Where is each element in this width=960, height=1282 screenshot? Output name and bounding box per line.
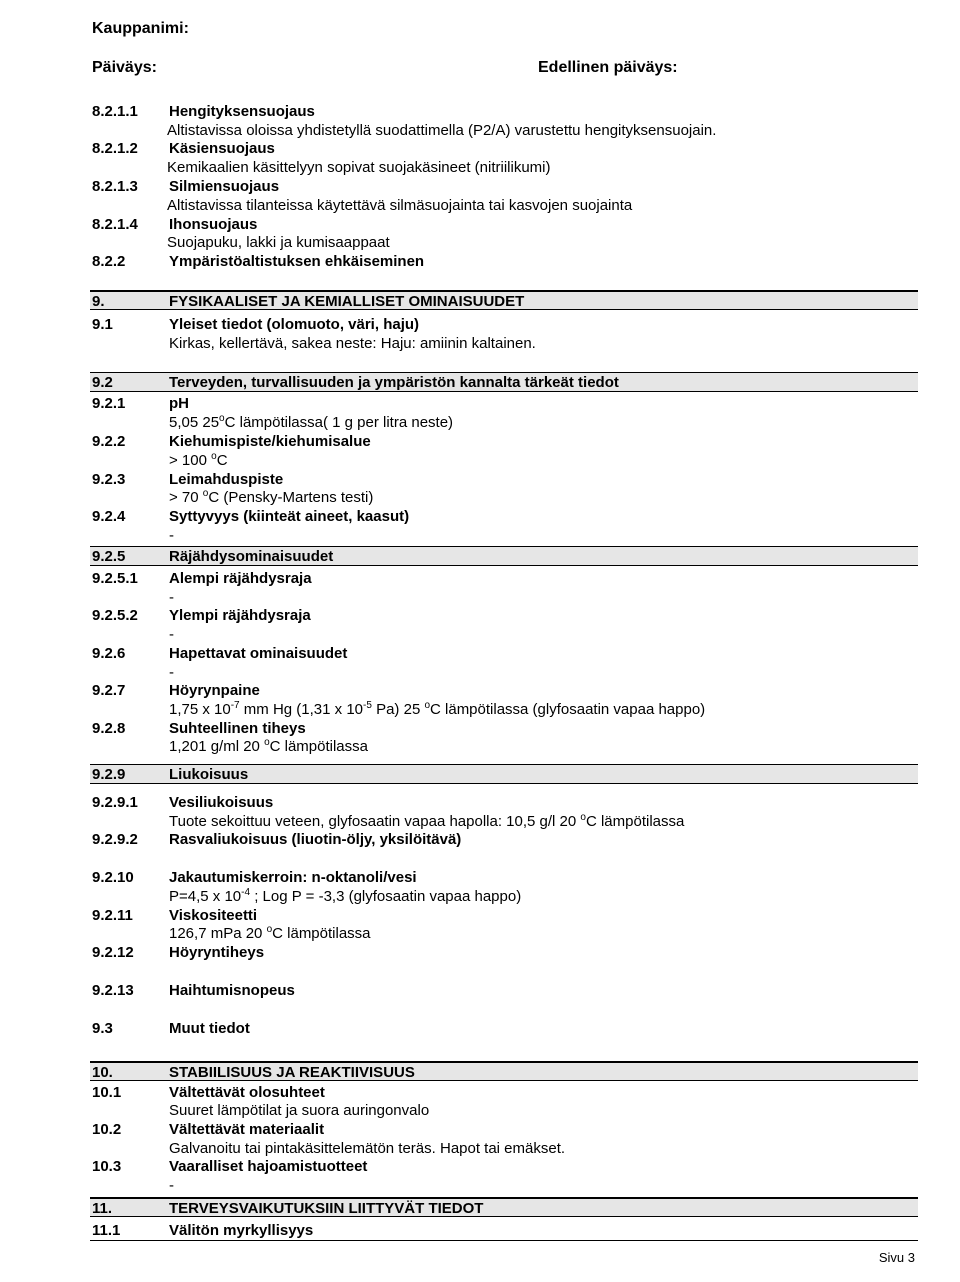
description-text: Kirkas, kellertävä, sakea neste: Haju: amiinin kaltainen. — [169, 335, 536, 352]
section-title: Kiehumispiste/kiehumisalue — [169, 433, 371, 450]
section-number: 8.2.1.3 — [92, 178, 138, 195]
section-9-2-11 — [92, 906, 920, 925]
section-10-heading — [92, 1063, 920, 1082]
section-title: Syttyvyys (kiinteät aineet, kaasut) — [169, 508, 410, 525]
section-9-3 — [92, 1019, 920, 1038]
section-9-2-5 — [92, 547, 920, 566]
section-number: 9.2.1 — [92, 395, 126, 412]
description-text: 1,75 x $10^{-7}$ mm Hg (1,31 x $10^{-5}$ Pa) 25 $^o$C lämpötilassa (glyfosaatin vapaa happo) — [169, 700, 706, 718]
description-text: - — [169, 589, 174, 606]
section-title: Ihonsuojaus — [169, 216, 258, 233]
description-text: Altistavissa oloissa yhdistetyllä suodattimella (P2/A) varustettu hengityksensuojain. — [167, 122, 717, 139]
section-number: 9.2.5.1 — [92, 570, 138, 587]
section-number: 9.2 — [92, 374, 113, 391]
section-description — [92, 1139, 920, 1158]
description-text: Kemikaalien käsittelyyn sopivat suojakäsineet (nitriilikumi) — [167, 159, 551, 176]
section-9-2-9-2 — [92, 830, 920, 849]
section-number: 8.2.1.1 — [92, 103, 138, 120]
description-text: Suojapuku, lakki ja kumisaappaat — [167, 234, 390, 251]
section-title: Jakautumiskerroin: n-oktanoli/vesi — [169, 869, 417, 886]
section-number: 9.1 — [92, 316, 113, 333]
section-title: Vesiliukoisuus — [169, 794, 274, 811]
section-number: 11.1 — [92, 1222, 121, 1239]
section-9-2-3 — [92, 470, 920, 489]
section-title: Räjähdysominaisuudet — [169, 548, 334, 565]
section-9-2-13 — [92, 981, 920, 1000]
section-description — [92, 588, 920, 607]
description-text: Galvanoitu tai pintakäsittelemätön teräs. Hapot tai emäkset. — [169, 1140, 566, 1157]
description-text: > 70 $^o$C (Pensky-Martens testi) — [169, 488, 374, 506]
section-10-3 — [92, 1157, 920, 1176]
section-number: 9.2.9.1 — [92, 794, 138, 811]
company-name-label: Kauppanimi: — [92, 20, 189, 37]
section-number: 9. — [92, 293, 105, 310]
section-number: 8.2.1.4 — [92, 216, 138, 233]
section-title: Höyryntiheys — [169, 944, 265, 961]
section-number: 10.3 — [92, 1158, 122, 1175]
section-title: Silmiensuojaus — [169, 178, 280, 195]
section-9-1 — [92, 315, 920, 334]
bottom-divider — [90, 1240, 918, 1241]
section-9-2-10 — [92, 868, 920, 887]
date-label: Päiväys: — [92, 59, 157, 76]
section-description — [92, 488, 920, 507]
section-description — [92, 1176, 920, 1195]
section-9-2-12 — [92, 943, 920, 962]
section-number: 8.2.1.2 — [92, 140, 138, 157]
section-9-2-9-1 — [92, 793, 920, 812]
section-title: Liukoisuus — [169, 766, 249, 783]
description-text: 5,05 25$^o$C lämpötilassa( 1 g per litra neste) — [169, 413, 454, 431]
section-title: Käsiensuojaus — [169, 140, 275, 157]
section-8-2-1-4 — [92, 215, 920, 234]
description-text: 1,201 g/ml 20 $^o$C lämpötilassa — [169, 737, 368, 755]
description-text: - — [169, 527, 174, 544]
section-title: Hengityksensuojaus — [169, 103, 315, 120]
section-8-2-1-1 — [92, 102, 920, 121]
section-title: Vaaralliset hajoamistuotteet — [169, 1158, 368, 1175]
section-description — [92, 233, 920, 252]
section-number: 9.2.9.2 — [92, 831, 138, 848]
section-number: 9.2.2 — [92, 433, 126, 450]
section-description — [92, 737, 920, 756]
section-title: Höyrynpaine — [169, 682, 260, 699]
section-number: 9.2.6 — [92, 645, 126, 662]
section-title: Yleiset tiedot (olomuoto, väri, haju) — [169, 316, 420, 333]
section-number: 10.1 — [92, 1084, 122, 1101]
section-title: Alempi räjähdysraja — [169, 570, 312, 587]
section-description — [92, 334, 920, 353]
section-10-1 — [92, 1083, 920, 1102]
section-number: 9.3 — [92, 1020, 113, 1037]
section-description — [92, 812, 920, 831]
section-number: 9.2.8 — [92, 720, 126, 737]
section-description — [92, 700, 920, 719]
section-number: 9.2.4 — [92, 508, 126, 525]
description-text: - — [169, 664, 174, 681]
section-number: 9.2.3 — [92, 471, 126, 488]
section-9-2-5-2 — [92, 606, 920, 625]
section-title: Leimahduspiste — [169, 471, 284, 488]
section-title: Muut tiedot — [169, 1020, 250, 1037]
section-9-2-2 — [92, 432, 920, 451]
description-text: > 100 $^o$C — [169, 451, 228, 469]
section-description — [92, 625, 920, 644]
section-title: Ympäristöaltistuksen ehkäiseminen — [169, 253, 425, 270]
description-text: Altistavissa tilanteissa käytettävä silmäsuojainta tai kasvojen suojainta — [167, 197, 633, 214]
section-description — [92, 196, 920, 215]
section-number: 10. — [92, 1064, 113, 1081]
section-number: 9.2.5 — [92, 548, 126, 565]
section-description — [92, 526, 920, 545]
page-number: Sivu 3 — [878, 1250, 915, 1265]
section-title: TERVEYSVAIKUTUKSIIN LIITTYVÄT TIEDOT — [169, 1200, 484, 1217]
description-text: - — [169, 1177, 174, 1194]
section-9-2-1 — [92, 394, 920, 413]
section-9-2-9 — [92, 765, 920, 784]
section-description — [92, 1101, 920, 1120]
section-9-2-4 — [92, 507, 920, 526]
section-title: Viskositeetti — [169, 907, 258, 924]
section-number: 9.2.5.2 — [92, 607, 138, 624]
description-text: - — [169, 626, 174, 643]
section-8-2-1-2 — [92, 139, 920, 158]
section-description — [92, 663, 920, 682]
section-title: Välitön myrkyllisyys — [169, 1222, 314, 1239]
description-text: P=4,5 x $10^{-4}$ ; Log P = -3,3 (glyfosaatin vapaa happo) — [169, 887, 522, 905]
previous-date-label: Edellinen päiväys: — [538, 59, 678, 76]
section-title: Vältettävät materiaalit — [169, 1121, 325, 1138]
section-title: Vältettävät olosuhteet — [169, 1084, 325, 1101]
section-description — [92, 158, 920, 177]
section-number: 11. — [92, 1200, 113, 1217]
section-number: 9.2.13 — [92, 982, 134, 999]
section-9-2-6 — [92, 644, 920, 663]
section-title: pH — [169, 395, 189, 412]
section-11-1 — [92, 1221, 920, 1240]
section-8-2-2 — [92, 252, 920, 271]
section-9-2-8 — [92, 719, 920, 738]
description-text: Suuret lämpötilat ja suora auringonvalo — [169, 1102, 430, 1119]
section-number: 9.2.7 — [92, 682, 126, 699]
section-number: 9.2.11 — [92, 907, 133, 924]
section-description — [92, 451, 920, 470]
section-title: FYSIKAALISET JA KEMIALLISET OMINAISUUDET — [169, 293, 525, 310]
section-title: Terveyden, turvallisuuden ja ympäristön kannalta tärkeät tiedot — [169, 374, 619, 391]
section-description — [92, 413, 920, 432]
section-number: 9.2.12 — [92, 944, 134, 961]
section-9-2 — [92, 373, 920, 392]
section-description — [92, 887, 920, 906]
section-description — [92, 121, 920, 140]
section-9-heading — [92, 292, 920, 311]
section-10-2 — [92, 1120, 920, 1139]
section-title: STABIILISUUS JA REAKTIIVISUUS — [169, 1064, 415, 1081]
section-11-heading — [92, 1199, 920, 1218]
section-title: Rasvaliukoisuus (liuotin-öljy, yksilöitävä) — [169, 831, 462, 848]
description-text: 126,7 mPa 20 $^o$C lämpötilassa — [169, 924, 371, 942]
description-text: Tuote sekoittuu veteen, glyfosaatin vapaa hapolla: 10,5 g/l 20 $^o$C lämpötilassa — [169, 812, 685, 830]
section-8-2-1-3 — [92, 177, 920, 196]
section-title: Suhteellinen tiheys — [169, 720, 306, 737]
section-description — [92, 924, 920, 943]
section-title: Haihtumisnopeus — [169, 982, 295, 999]
section-9-2-5-1 — [92, 569, 920, 588]
section-title: Hapettavat ominaisuudet — [169, 645, 348, 662]
section-number: 8.2.2 — [92, 253, 126, 270]
section-number: 9.2.9 — [92, 766, 126, 783]
section-number: 10.2 — [92, 1121, 122, 1138]
section-title: Ylempi räjähdysraja — [169, 607, 311, 624]
section-number: 9.2.10 — [92, 869, 134, 886]
section-9-2-7 — [92, 681, 920, 700]
